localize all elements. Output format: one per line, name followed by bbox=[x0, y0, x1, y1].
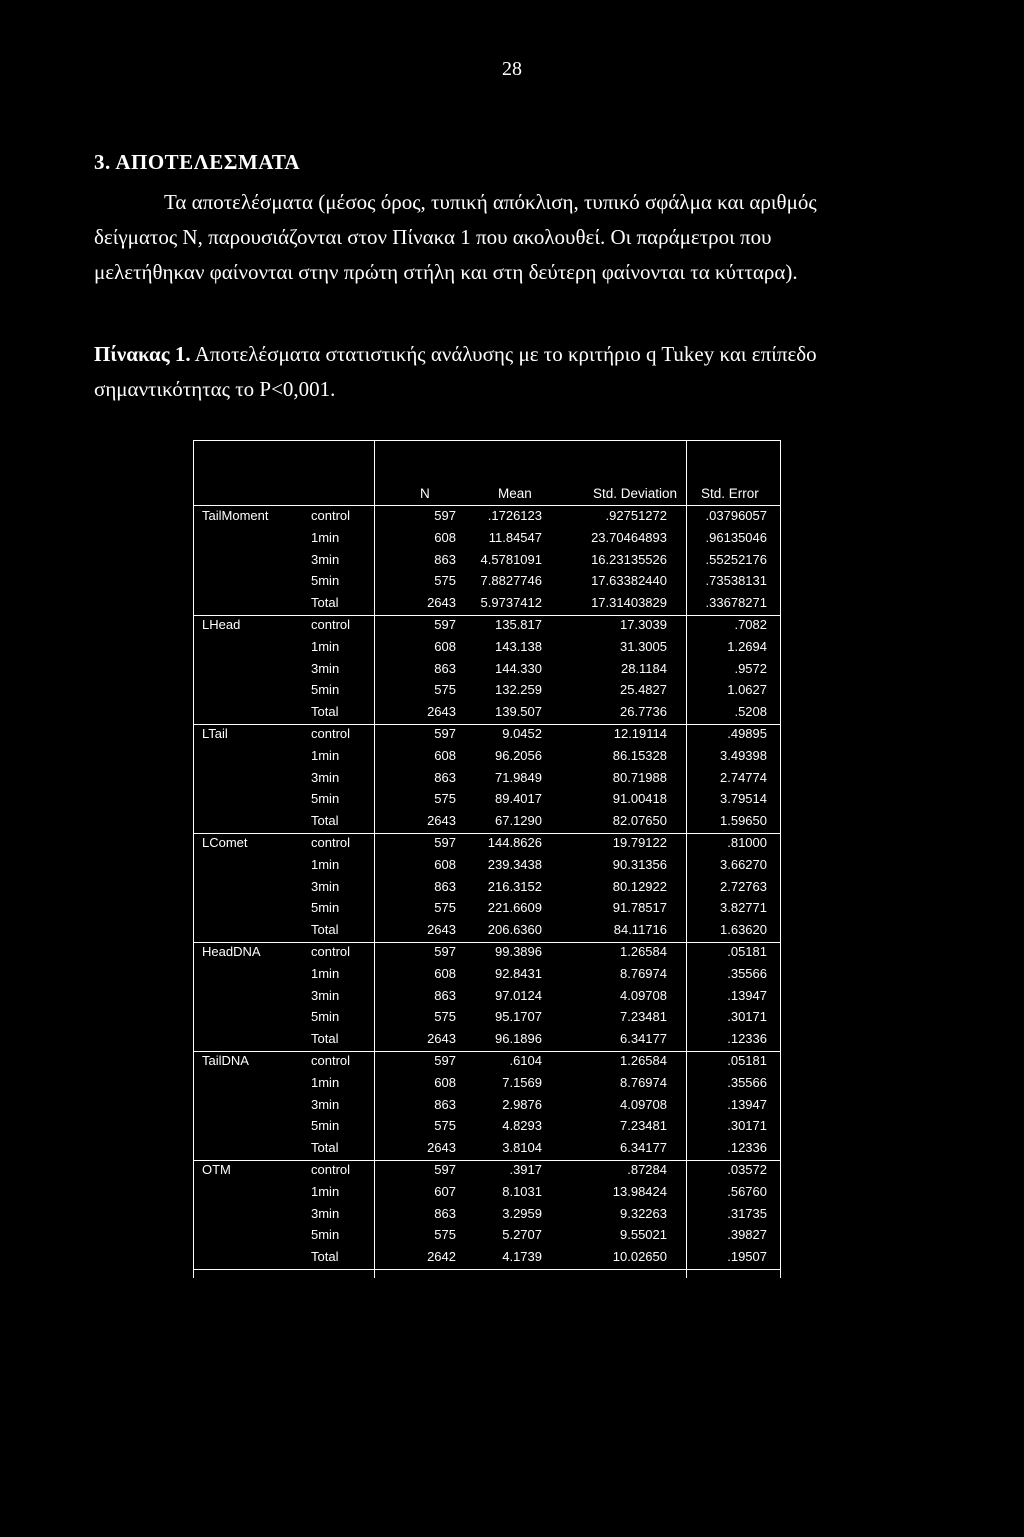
row-label: control bbox=[311, 1162, 351, 1177]
table-cell: 132.259 bbox=[495, 682, 542, 698]
table-cell: .49895 bbox=[727, 726, 767, 741]
table-cell: 2642 bbox=[427, 1249, 456, 1265]
table-cell: 5.2707 bbox=[502, 1227, 542, 1243]
column-header: Mean bbox=[498, 486, 532, 501]
table-cell: 95.1707 bbox=[495, 1009, 542, 1025]
table-cell: 80.71988 bbox=[612, 769, 667, 785]
table-cell: 2.74774 bbox=[720, 769, 767, 785]
table-cell: .35566 bbox=[727, 965, 767, 981]
row-label: control bbox=[311, 1053, 351, 1068]
table-cell: .31735 bbox=[727, 1205, 767, 1221]
group-label: LTail bbox=[202, 726, 228, 741]
table-cell: .5208 bbox=[734, 704, 767, 720]
table-cell: 135.817 bbox=[495, 617, 542, 632]
table-cell: 221.6609 bbox=[487, 900, 542, 916]
table-cell: 4.5781091 bbox=[480, 551, 542, 567]
row-label: Total bbox=[311, 1249, 339, 1265]
caption-label: Πίνακας 1. bbox=[94, 342, 191, 366]
table-cell: 597 bbox=[434, 726, 456, 741]
table-cell: 19.79122 bbox=[612, 835, 667, 850]
row-label: Total bbox=[311, 595, 339, 611]
table-cell: .3917 bbox=[509, 1162, 542, 1177]
row-label: 1min bbox=[311, 529, 340, 545]
table-cell: 1.59650 bbox=[720, 813, 767, 829]
table-cell: 206.6360 bbox=[487, 922, 542, 938]
table-right-border bbox=[780, 440, 781, 1278]
row-label: control bbox=[311, 617, 351, 632]
table-cell: 4.09708 bbox=[620, 1096, 667, 1112]
table-cell: 17.31403829 bbox=[591, 595, 667, 611]
table-cell: 9.55021 bbox=[620, 1227, 667, 1243]
table-cell: .35566 bbox=[727, 1074, 767, 1090]
table-cell: 71.9849 bbox=[495, 769, 542, 785]
table-cell: 7.1569 bbox=[502, 1074, 542, 1090]
table-cell: .73538131 bbox=[705, 573, 767, 589]
row-label: 5min bbox=[311, 1227, 340, 1243]
row-label: Total bbox=[311, 813, 339, 829]
table-cell: 1.26584 bbox=[620, 1053, 667, 1068]
row-label: 1min bbox=[311, 747, 340, 763]
row-label: control bbox=[311, 835, 351, 850]
column-header: Std. Error bbox=[701, 486, 759, 501]
table-cell: 608 bbox=[434, 747, 456, 763]
group-label: LComet bbox=[202, 835, 248, 850]
table-cell: 96.1896 bbox=[495, 1031, 542, 1047]
group-label: OTM bbox=[202, 1162, 231, 1177]
table-cell: .30171 bbox=[727, 1009, 767, 1025]
table-cell: 10.02650 bbox=[612, 1249, 667, 1265]
group-label: TailMoment bbox=[202, 508, 269, 523]
table-cell: 575 bbox=[434, 682, 456, 698]
table-cell: 597 bbox=[434, 835, 456, 850]
row-label: control bbox=[311, 944, 351, 959]
table-cell: 7.8827746 bbox=[480, 573, 542, 589]
table-cell: 80.12922 bbox=[612, 878, 667, 894]
table-cell: 82.07650 bbox=[612, 813, 667, 829]
group-label: TailDNA bbox=[202, 1053, 249, 1068]
row-label: 5min bbox=[311, 682, 340, 698]
table-cell: 597 bbox=[434, 1053, 456, 1068]
table-cell: 3.49398 bbox=[720, 747, 767, 763]
table-cell: 863 bbox=[434, 660, 456, 676]
group-separator bbox=[193, 833, 781, 834]
table-cell: 597 bbox=[434, 944, 456, 959]
table-cell: 2643 bbox=[427, 1031, 456, 1047]
table-cell: 575 bbox=[434, 900, 456, 916]
table-cell: 26.7736 bbox=[620, 704, 667, 720]
table-top-border bbox=[193, 440, 781, 441]
paragraph-line: δείγματος Ν, παρουσιάζονται στον Πίνακα 1 που ακολουθεί. Οι παράμετροι που bbox=[94, 225, 772, 249]
table-cell: 1.26584 bbox=[620, 944, 667, 959]
group-separator bbox=[193, 724, 781, 725]
table-cell: .6104 bbox=[509, 1053, 542, 1068]
table-cell: .03796057 bbox=[705, 508, 767, 523]
table-cell: 597 bbox=[434, 617, 456, 632]
table-cell: 96.2056 bbox=[495, 747, 542, 763]
table-cell: 239.3438 bbox=[487, 856, 542, 872]
table-cell: 9.0452 bbox=[502, 726, 542, 741]
table-cell: 575 bbox=[434, 1009, 456, 1025]
row-label: 1min bbox=[311, 856, 340, 872]
table-cell: 1.63620 bbox=[720, 922, 767, 938]
table-cell: .56760 bbox=[727, 1183, 767, 1199]
row-label: 5min bbox=[311, 1009, 340, 1025]
table-cell: .87284 bbox=[627, 1162, 667, 1177]
table-cell: 31.3005 bbox=[620, 638, 667, 654]
group-label: HeadDNA bbox=[202, 944, 261, 959]
table-cell: .7082 bbox=[734, 617, 767, 632]
table-column-divider bbox=[686, 440, 687, 1278]
table-cell: 12.19114 bbox=[613, 726, 667, 741]
group-separator bbox=[193, 942, 781, 943]
table-cell: 91.00418 bbox=[612, 791, 667, 807]
table-cell: 5.9737412 bbox=[480, 595, 542, 611]
table-cell: 597 bbox=[434, 508, 456, 523]
page-number: 28 bbox=[502, 58, 522, 80]
table-cell: 608 bbox=[434, 856, 456, 872]
table-cell: 607 bbox=[434, 1183, 456, 1199]
table-cell: 8.1031 bbox=[502, 1183, 542, 1199]
table-cell: 8.76974 bbox=[620, 965, 667, 981]
table-cell: 16.23135526 bbox=[591, 551, 667, 567]
table-cell: 575 bbox=[434, 1227, 456, 1243]
table-cell: 575 bbox=[434, 791, 456, 807]
table-cell: 97.0124 bbox=[495, 987, 542, 1003]
row-label: Total bbox=[311, 704, 339, 720]
row-label: control bbox=[311, 726, 351, 741]
row-label: 5min bbox=[311, 573, 340, 589]
table-cell: 2.9876 bbox=[502, 1096, 542, 1112]
table-cell: 575 bbox=[434, 573, 456, 589]
table-cell: 139.507 bbox=[495, 704, 542, 720]
table-cell: .12336 bbox=[727, 1140, 767, 1156]
table-cell: 608 bbox=[434, 1074, 456, 1090]
table-cell: 597 bbox=[434, 1162, 456, 1177]
table-cell: 608 bbox=[434, 965, 456, 981]
table-cell: 863 bbox=[434, 1096, 456, 1112]
row-label: 3min bbox=[311, 660, 340, 676]
table-cell: 2643 bbox=[427, 1140, 456, 1156]
table-cell: 3.82771 bbox=[720, 900, 767, 916]
table-cell: .39827 bbox=[727, 1227, 767, 1243]
row-label: Total bbox=[311, 1140, 339, 1156]
table-cell: .1726123 bbox=[487, 508, 542, 523]
table-cell: 575 bbox=[434, 1118, 456, 1134]
header-underline bbox=[193, 505, 781, 506]
table-cell: 1.2694 bbox=[727, 638, 767, 654]
table-cell: 84.11716 bbox=[613, 922, 667, 938]
table-cell: 91.78517 bbox=[612, 900, 667, 916]
table-cell: 3.8104 bbox=[502, 1140, 542, 1156]
group-separator bbox=[193, 1160, 781, 1161]
table-left-border bbox=[193, 440, 194, 1278]
row-label: 3min bbox=[311, 878, 340, 894]
table-cell: .19507 bbox=[727, 1249, 767, 1265]
row-label: 5min bbox=[311, 900, 340, 916]
table-cell: 608 bbox=[434, 529, 456, 545]
group-separator bbox=[193, 615, 781, 616]
table-cell: 4.8293 bbox=[502, 1118, 542, 1134]
table-cell: 28.1184 bbox=[620, 660, 667, 676]
table-cell: 3.79514 bbox=[720, 791, 767, 807]
table-cell: .92751272 bbox=[605, 508, 667, 523]
table-cell: 11.84547 bbox=[488, 529, 542, 545]
paragraph-line: Τα αποτελέσματα (μέσος όρος, τυπική απόκλιση, τυπικό σφάλμα και αριθμός bbox=[164, 190, 817, 214]
row-label: 1min bbox=[311, 965, 340, 981]
group-separator bbox=[193, 1269, 781, 1270]
table-cell: 4.09708 bbox=[620, 987, 667, 1003]
table-cell: 17.3039 bbox=[620, 617, 667, 632]
table-cell: .05181 bbox=[727, 1053, 767, 1068]
table-cell: 863 bbox=[434, 878, 456, 894]
group-label: LHead bbox=[202, 617, 241, 632]
row-label: 5min bbox=[311, 791, 340, 807]
row-label: control bbox=[311, 508, 351, 523]
table-cell: 92.8431 bbox=[495, 965, 542, 981]
row-label: 3min bbox=[311, 1205, 340, 1221]
table-cell: 6.34177 bbox=[620, 1140, 667, 1156]
table-cell: 144.8626 bbox=[487, 835, 542, 850]
table-cell: 89.4017 bbox=[495, 791, 542, 807]
table-cell: .9572 bbox=[734, 660, 767, 676]
column-header: N bbox=[420, 486, 430, 501]
table-cell: 6.34177 bbox=[620, 1031, 667, 1047]
row-label: 3min bbox=[311, 1096, 340, 1112]
table-cell: .96135046 bbox=[705, 529, 767, 545]
table-cell: .03572 bbox=[727, 1162, 767, 1177]
table-cell: 2643 bbox=[427, 595, 456, 611]
paragraph-line: μελετήθηκαν φαίνονται στην πρώτη στήλη και στη δεύτερη φαίνονται τα κύτταρα). bbox=[94, 260, 798, 284]
table-cell: 2643 bbox=[427, 813, 456, 829]
table-cell: .55252176 bbox=[705, 551, 767, 567]
results-paragraph bbox=[94, 185, 934, 290]
table-caption bbox=[94, 337, 934, 407]
table-cell: 86.15328 bbox=[612, 747, 667, 763]
table-cell: 7.23481 bbox=[620, 1009, 667, 1025]
row-label: 3min bbox=[311, 769, 340, 785]
table-cell: .05181 bbox=[727, 944, 767, 959]
column-header: Std. Deviation bbox=[593, 486, 678, 501]
table-cell: 99.3896 bbox=[495, 944, 542, 959]
results-table bbox=[193, 440, 781, 1278]
table-cell: 863 bbox=[434, 769, 456, 785]
caption-line: σημαντικότητας το Ρ<0,001. bbox=[94, 377, 336, 401]
table-cell: 216.3152 bbox=[487, 878, 542, 894]
table-cell: 17.63382440 bbox=[591, 573, 667, 589]
row-label: 5min bbox=[311, 1118, 340, 1134]
table-cell: 2643 bbox=[427, 922, 456, 938]
table-cell: 3.2959 bbox=[502, 1205, 542, 1221]
table-cell: 3.66270 bbox=[720, 856, 767, 872]
table-cell: 4.1739 bbox=[502, 1249, 542, 1265]
table-cell: 90.31356 bbox=[612, 856, 667, 872]
table-cell: .13947 bbox=[727, 1096, 767, 1112]
table-cell: 25.4827 bbox=[620, 682, 667, 698]
row-label: 1min bbox=[311, 638, 340, 654]
table-cell: 143.138 bbox=[495, 638, 542, 654]
table-cell: 608 bbox=[434, 638, 456, 654]
table-cell: 13.98424 bbox=[612, 1183, 667, 1199]
table-divider bbox=[374, 440, 375, 1278]
group-separator bbox=[193, 1051, 781, 1052]
row-label: 1min bbox=[311, 1074, 340, 1090]
table-cell: 67.1290 bbox=[495, 813, 542, 829]
row-label: 3min bbox=[311, 551, 340, 567]
table-cell: 144.330 bbox=[495, 660, 542, 676]
table-cell: 863 bbox=[434, 551, 456, 567]
table-cell: 2.72763 bbox=[720, 878, 767, 894]
section-title: 3. ΑΠΟΤΕΛΕΣΜΑΤΑ bbox=[94, 150, 301, 174]
caption-text: Αποτελέσματα στατιστικής ανάλυσης με το κριτήριο q Tukey και επίπεδο bbox=[190, 342, 817, 366]
row-label: Total bbox=[311, 1031, 339, 1047]
table-cell: .30171 bbox=[727, 1118, 767, 1134]
row-label: Total bbox=[311, 922, 339, 938]
table-cell: 7.23481 bbox=[620, 1118, 667, 1134]
table-cell: 2643 bbox=[427, 704, 456, 720]
table-cell: 863 bbox=[434, 1205, 456, 1221]
table-cell: .81000 bbox=[727, 835, 767, 850]
table-cell: .13947 bbox=[727, 987, 767, 1003]
table-cell: .12336 bbox=[727, 1031, 767, 1047]
row-label: 1min bbox=[311, 1183, 340, 1199]
table-cell: 23.70464893 bbox=[591, 529, 667, 545]
table-cell: 1.0627 bbox=[727, 682, 767, 698]
table-cell: 9.32263 bbox=[620, 1205, 667, 1221]
table-cell: 8.76974 bbox=[620, 1074, 667, 1090]
table-cell: .33678271 bbox=[705, 595, 767, 611]
row-label: 3min bbox=[311, 987, 340, 1003]
table-cell: 863 bbox=[434, 987, 456, 1003]
